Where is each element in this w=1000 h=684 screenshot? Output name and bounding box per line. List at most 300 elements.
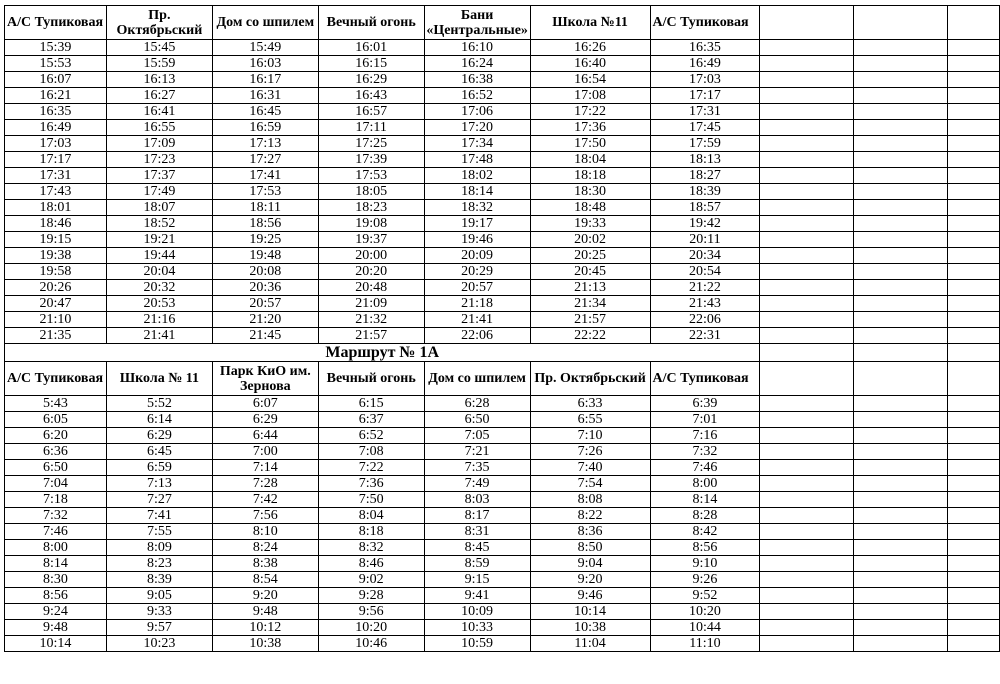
- time-cell: 16:31: [212, 88, 318, 104]
- empty-cell: [948, 120, 1000, 136]
- table-row: [5, 476, 1000, 492]
- time-cell: 17:23: [106, 152, 212, 168]
- empty-cell: [760, 136, 854, 152]
- table-row: [5, 120, 1000, 136]
- time-cell: 17:37: [106, 168, 212, 184]
- empty-cell: [948, 524, 1000, 540]
- time-cell: 8:56: [5, 588, 107, 604]
- time-cell: 16:07: [5, 72, 107, 88]
- empty-cell: [948, 56, 1000, 72]
- time-cell: 6:52: [318, 428, 424, 444]
- empty-cell: [854, 556, 948, 572]
- time-cell: 17:22: [530, 104, 650, 120]
- empty-cell: [948, 556, 1000, 572]
- empty-cell: [760, 476, 854, 492]
- empty-cell: [854, 412, 948, 428]
- time-cell: 19:25: [212, 232, 318, 248]
- time-cell: 8:10: [212, 524, 318, 540]
- empty-cell: [948, 296, 1000, 312]
- empty-cell: [760, 396, 854, 412]
- time-cell: 9:28: [318, 588, 424, 604]
- empty-cell: [760, 184, 854, 200]
- time-cell: 21:13: [530, 280, 650, 296]
- time-cell: 20:47: [5, 296, 107, 312]
- time-cell: 9:26: [650, 572, 760, 588]
- empty-cell: [760, 588, 854, 604]
- time-cell: 9:48: [212, 604, 318, 620]
- time-cell: 8:00: [650, 476, 760, 492]
- time-cell: 7:46: [650, 460, 760, 476]
- time-cell: 19:46: [424, 232, 530, 248]
- empty-cell: [760, 524, 854, 540]
- time-cell: 7:41: [106, 508, 212, 524]
- table-row: [5, 184, 1000, 200]
- time-cell: 18:52: [106, 216, 212, 232]
- time-cell: 16:55: [106, 120, 212, 136]
- time-cell: 15:53: [5, 56, 107, 72]
- time-cell: 22:06: [424, 328, 530, 344]
- empty-cell: [948, 412, 1000, 428]
- route-title: Маршрут № 1А: [5, 344, 760, 362]
- time-cell: 7:32: [650, 444, 760, 460]
- stop-header: Дом со шпилем: [212, 6, 318, 40]
- time-cell: 11:04: [530, 636, 650, 652]
- empty-cell: [948, 540, 1000, 556]
- empty-cell: [948, 396, 1000, 412]
- time-cell: 20:53: [106, 296, 212, 312]
- time-cell: 17:13: [212, 136, 318, 152]
- time-cell: 7:10: [530, 428, 650, 444]
- time-cell: 7:42: [212, 492, 318, 508]
- time-cell: 17:03: [5, 136, 107, 152]
- time-cell: 8:59: [424, 556, 530, 572]
- empty-cell: [854, 136, 948, 152]
- time-cell: 18:27: [650, 168, 760, 184]
- time-cell: 8:32: [318, 540, 424, 556]
- time-cell: 10:14: [530, 604, 650, 620]
- empty-cell: [854, 296, 948, 312]
- empty-cell: [854, 88, 948, 104]
- empty-cell: [854, 428, 948, 444]
- time-cell: 8:56: [650, 540, 760, 556]
- empty-cell: [760, 604, 854, 620]
- table-row: [5, 152, 1000, 168]
- time-cell: 9:48: [5, 620, 107, 636]
- time-cell: 17:20: [424, 120, 530, 136]
- time-cell: 20:02: [530, 232, 650, 248]
- empty-cell: [948, 444, 1000, 460]
- time-cell: 18:32: [424, 200, 530, 216]
- empty-cell: [948, 72, 1000, 88]
- time-cell: 19:21: [106, 232, 212, 248]
- time-cell: 6:20: [5, 428, 107, 444]
- empty-cell: [854, 232, 948, 248]
- time-cell: 8:31: [424, 524, 530, 540]
- time-cell: 10:09: [424, 604, 530, 620]
- table-row: [5, 396, 1000, 412]
- empty-cell: [854, 312, 948, 328]
- time-cell: 20:36: [212, 280, 318, 296]
- time-cell: 19:44: [106, 248, 212, 264]
- time-cell: 17:09: [106, 136, 212, 152]
- time-cell: 8:30: [5, 572, 107, 588]
- table-row: [5, 460, 1000, 476]
- time-cell: 16:17: [212, 72, 318, 88]
- table-row: [5, 328, 1000, 344]
- time-cell: 6:36: [5, 444, 107, 460]
- empty-cell: [948, 508, 1000, 524]
- time-cell: 9:33: [106, 604, 212, 620]
- time-cell: 17:43: [5, 184, 107, 200]
- time-cell: 16:43: [318, 88, 424, 104]
- time-cell: 7:22: [318, 460, 424, 476]
- time-cell: 17:41: [212, 168, 318, 184]
- time-cell: 21:34: [530, 296, 650, 312]
- empty-cell: [854, 104, 948, 120]
- time-cell: 17:27: [212, 152, 318, 168]
- time-cell: 20:26: [5, 280, 107, 296]
- table-row: [5, 556, 1000, 572]
- time-cell: 10:38: [530, 620, 650, 636]
- time-cell: 8:18: [318, 524, 424, 540]
- time-cell: 8:23: [106, 556, 212, 572]
- empty-cell: [948, 312, 1000, 328]
- time-cell: 17:48: [424, 152, 530, 168]
- stop-header: Пр. Октябрьский: [106, 6, 212, 40]
- time-cell: 15:49: [212, 40, 318, 56]
- time-cell: 18:07: [106, 200, 212, 216]
- time-cell: 16:49: [5, 120, 107, 136]
- time-cell: 16:38: [424, 72, 530, 88]
- table-row: [5, 524, 1000, 540]
- empty-cell: [760, 460, 854, 476]
- time-cell: 16:29: [318, 72, 424, 88]
- empty-cell: [760, 444, 854, 460]
- empty-cell: [760, 264, 854, 280]
- empty-cell: [760, 328, 854, 344]
- empty-cell: [854, 120, 948, 136]
- empty-cell: [854, 460, 948, 476]
- time-cell: 8:45: [424, 540, 530, 556]
- empty-cell: [948, 604, 1000, 620]
- table-row: [5, 136, 1000, 152]
- time-cell: 18:05: [318, 184, 424, 200]
- time-cell: 17:31: [650, 104, 760, 120]
- time-cell: 8:09: [106, 540, 212, 556]
- empty-cell: [760, 120, 854, 136]
- empty-cell: [948, 200, 1000, 216]
- time-cell: 6:44: [212, 428, 318, 444]
- empty-cell: [948, 264, 1000, 280]
- time-cell: 16:13: [106, 72, 212, 88]
- time-cell: 6:45: [106, 444, 212, 460]
- table-row: [5, 200, 1000, 216]
- table-row: [5, 636, 1000, 652]
- empty-cell: [760, 556, 854, 572]
- empty-cell: [854, 540, 948, 556]
- empty-cell: [854, 604, 948, 620]
- time-cell: 18:01: [5, 200, 107, 216]
- empty-cell: [854, 200, 948, 216]
- time-cell: 21:22: [650, 280, 760, 296]
- empty-cell: [854, 476, 948, 492]
- time-cell: 17:39: [318, 152, 424, 168]
- time-cell: 17:53: [212, 184, 318, 200]
- time-cell: 7:54: [530, 476, 650, 492]
- time-cell: 19:42: [650, 216, 760, 232]
- time-cell: 10:14: [5, 636, 107, 652]
- time-cell: 18:04: [530, 152, 650, 168]
- empty-cell: [948, 168, 1000, 184]
- time-cell: 6:50: [5, 460, 107, 476]
- time-cell: 20:25: [530, 248, 650, 264]
- time-cell: 19:48: [212, 248, 318, 264]
- time-cell: 17:06: [424, 104, 530, 120]
- empty-cell: [760, 572, 854, 588]
- time-cell: 7:56: [212, 508, 318, 524]
- empty-cell: [760, 620, 854, 636]
- time-cell: 9:05: [106, 588, 212, 604]
- empty-cell: [948, 460, 1000, 476]
- empty-cell: [948, 588, 1000, 604]
- time-cell: 18:23: [318, 200, 424, 216]
- time-cell: 6:33: [530, 396, 650, 412]
- time-cell: 20:54: [650, 264, 760, 280]
- time-cell: 7:13: [106, 476, 212, 492]
- time-cell: 21:10: [5, 312, 107, 328]
- time-cell: 8:22: [530, 508, 650, 524]
- empty-cell: [760, 428, 854, 444]
- empty-cell: [760, 216, 854, 232]
- time-cell: 8:42: [650, 524, 760, 540]
- empty-cell: [854, 620, 948, 636]
- time-cell: 17:25: [318, 136, 424, 152]
- empty-cell: [854, 396, 948, 412]
- time-cell: 6:29: [106, 428, 212, 444]
- time-cell: 8:17: [424, 508, 530, 524]
- table-row: [5, 248, 1000, 264]
- empty-cell: [854, 588, 948, 604]
- empty-cell: [760, 312, 854, 328]
- time-cell: 16:49: [650, 56, 760, 72]
- time-cell: 10:59: [424, 636, 530, 652]
- time-cell: 6:14: [106, 412, 212, 428]
- time-cell: 7:00: [212, 444, 318, 460]
- table-row: [5, 216, 1000, 232]
- empty-cell: [854, 524, 948, 540]
- time-cell: 7:50: [318, 492, 424, 508]
- empty-cell: [854, 280, 948, 296]
- time-cell: 20:04: [106, 264, 212, 280]
- empty-cell: [948, 40, 1000, 56]
- empty-cell: [948, 280, 1000, 296]
- time-cell: 8:24: [212, 540, 318, 556]
- timetable: [4, 5, 1000, 652]
- empty-cell: [760, 508, 854, 524]
- time-cell: 17:36: [530, 120, 650, 136]
- empty-cell: [760, 40, 854, 56]
- table-row: [5, 312, 1000, 328]
- route1-header-row: [5, 6, 1000, 40]
- time-cell: 10:23: [106, 636, 212, 652]
- table-row: [5, 296, 1000, 312]
- stop-header: Парк КиО им. Зернова: [212, 362, 318, 396]
- empty-cell: [854, 444, 948, 460]
- time-cell: 7:21: [424, 444, 530, 460]
- time-cell: 7:26: [530, 444, 650, 460]
- empty-cell: [854, 572, 948, 588]
- table-row: [5, 264, 1000, 280]
- time-cell: 20:32: [106, 280, 212, 296]
- time-cell: 8:36: [530, 524, 650, 540]
- empty-cell: [854, 72, 948, 88]
- time-cell: 10:44: [650, 620, 760, 636]
- time-cell: 21:18: [424, 296, 530, 312]
- time-cell: 8:04: [318, 508, 424, 524]
- time-cell: 20:09: [424, 248, 530, 264]
- time-cell: 9:41: [424, 588, 530, 604]
- time-cell: 8:14: [650, 492, 760, 508]
- empty-cell: [760, 6, 854, 40]
- time-cell: 19:38: [5, 248, 107, 264]
- time-cell: 19:58: [5, 264, 107, 280]
- time-cell: 7:18: [5, 492, 107, 508]
- time-cell: 18:39: [650, 184, 760, 200]
- empty-cell: [948, 620, 1000, 636]
- time-cell: 9:20: [530, 572, 650, 588]
- time-cell: 18:14: [424, 184, 530, 200]
- empty-cell: [760, 540, 854, 556]
- empty-cell: [760, 152, 854, 168]
- empty-cell: [854, 6, 948, 40]
- empty-cell: [760, 232, 854, 248]
- time-cell: 21:57: [530, 312, 650, 328]
- empty-cell: [948, 88, 1000, 104]
- time-cell: 6:50: [424, 412, 530, 428]
- time-cell: 6:15: [318, 396, 424, 412]
- time-cell: 9:02: [318, 572, 424, 588]
- time-cell: 5:43: [5, 396, 107, 412]
- time-cell: 20:45: [530, 264, 650, 280]
- stop-header: А/С Тупиковая: [5, 362, 107, 396]
- time-cell: 6:37: [318, 412, 424, 428]
- time-cell: 6:28: [424, 396, 530, 412]
- time-cell: 17:34: [424, 136, 530, 152]
- time-cell: 17:53: [318, 168, 424, 184]
- time-cell: 21:57: [318, 328, 424, 344]
- time-cell: 18:57: [650, 200, 760, 216]
- empty-cell: [854, 362, 948, 396]
- empty-cell: [760, 412, 854, 428]
- time-cell: 16:27: [106, 88, 212, 104]
- time-cell: 21:45: [212, 328, 318, 344]
- time-cell: 8:28: [650, 508, 760, 524]
- time-cell: 7:04: [5, 476, 107, 492]
- time-cell: 21:20: [212, 312, 318, 328]
- time-cell: 18:30: [530, 184, 650, 200]
- empty-cell: [760, 280, 854, 296]
- time-cell: 9:20: [212, 588, 318, 604]
- empty-cell: [948, 328, 1000, 344]
- stop-header: Пр. Октябрьский: [530, 362, 650, 396]
- stop-header: Школа № 11: [106, 362, 212, 396]
- empty-cell: [948, 636, 1000, 652]
- time-cell: 16:26: [530, 40, 650, 56]
- time-cell: 16:57: [318, 104, 424, 120]
- time-cell: 7:28: [212, 476, 318, 492]
- time-cell: 21:16: [106, 312, 212, 328]
- time-cell: 19:08: [318, 216, 424, 232]
- time-cell: 15:59: [106, 56, 212, 72]
- empty-cell: [760, 56, 854, 72]
- time-cell: 9:04: [530, 556, 650, 572]
- table-row: [5, 620, 1000, 636]
- empty-cell: [854, 344, 948, 362]
- empty-cell: [760, 200, 854, 216]
- empty-cell: [854, 216, 948, 232]
- time-cell: 7:36: [318, 476, 424, 492]
- stop-header: Школа №11: [530, 6, 650, 40]
- time-cell: 6:29: [212, 412, 318, 428]
- empty-cell: [760, 168, 854, 184]
- time-cell: 17:08: [530, 88, 650, 104]
- empty-cell: [854, 492, 948, 508]
- time-cell: 16:03: [212, 56, 318, 72]
- route2-header-row: [5, 362, 1000, 396]
- time-cell: 7:55: [106, 524, 212, 540]
- time-cell: 7:05: [424, 428, 530, 444]
- time-cell: 8:08: [530, 492, 650, 508]
- time-cell: 17:17: [5, 152, 107, 168]
- table-row: [5, 40, 1000, 56]
- time-cell: 16:01: [318, 40, 424, 56]
- time-cell: 8:14: [5, 556, 107, 572]
- empty-cell: [854, 636, 948, 652]
- table-row: [5, 72, 1000, 88]
- time-cell: 20:57: [424, 280, 530, 296]
- time-cell: 8:54: [212, 572, 318, 588]
- time-cell: 8:39: [106, 572, 212, 588]
- time-cell: 8:46: [318, 556, 424, 572]
- time-cell: 19:15: [5, 232, 107, 248]
- table-row: [5, 88, 1000, 104]
- time-cell: 8:38: [212, 556, 318, 572]
- time-cell: 18:46: [5, 216, 107, 232]
- empty-cell: [948, 184, 1000, 200]
- time-cell: 19:17: [424, 216, 530, 232]
- time-cell: 20:48: [318, 280, 424, 296]
- stop-header: А/С Тупиковая: [650, 6, 760, 40]
- empty-cell: [854, 508, 948, 524]
- time-cell: 7:32: [5, 508, 107, 524]
- time-cell: 20:20: [318, 264, 424, 280]
- empty-cell: [948, 152, 1000, 168]
- time-cell: 9:24: [5, 604, 107, 620]
- empty-cell: [948, 362, 1000, 396]
- time-cell: 16:54: [530, 72, 650, 88]
- time-cell: 7:49: [424, 476, 530, 492]
- empty-cell: [760, 344, 854, 362]
- time-cell: 10:20: [318, 620, 424, 636]
- empty-cell: [760, 362, 854, 396]
- time-cell: 9:57: [106, 620, 212, 636]
- time-cell: 9:15: [424, 572, 530, 588]
- empty-cell: [854, 248, 948, 264]
- time-cell: 9:56: [318, 604, 424, 620]
- table-row: [5, 104, 1000, 120]
- time-cell: 17:03: [650, 72, 760, 88]
- time-cell: 6:07: [212, 396, 318, 412]
